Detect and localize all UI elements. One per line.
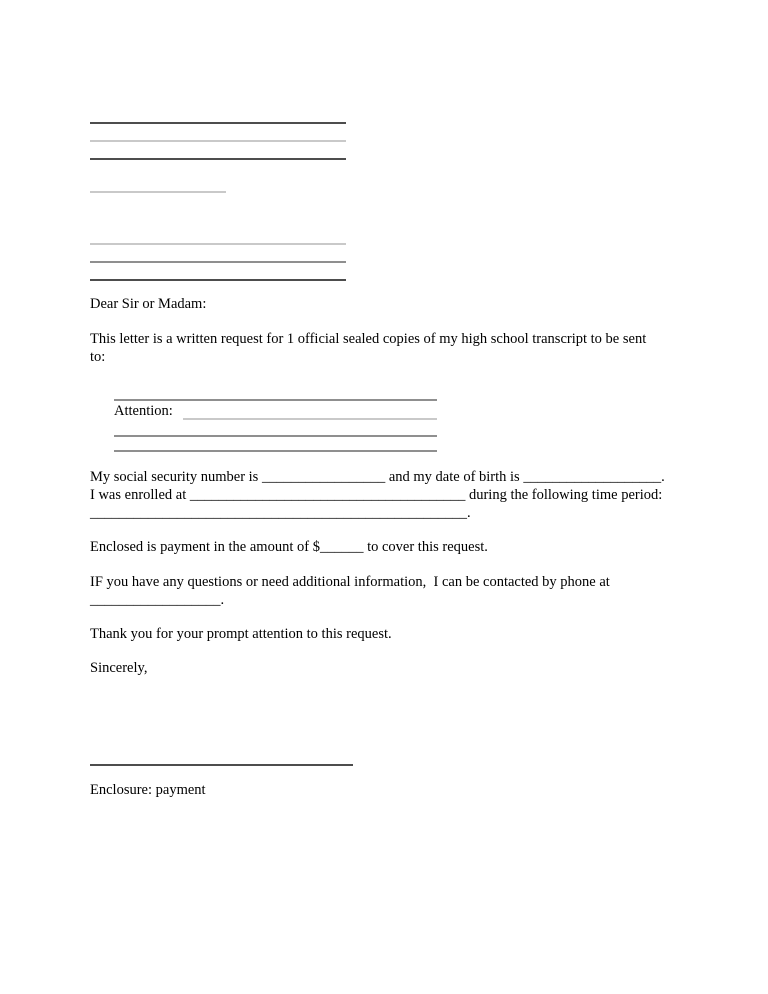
details-paragraph-line-2: I was enrolled at ______________________________________ during the following time period: xyxy=(90,487,663,503)
school-address-blank-line-1 xyxy=(114,435,437,437)
request-paragraph-line-2: to: xyxy=(90,349,106,365)
salutation: Dear Sir or Madam: xyxy=(90,296,207,312)
recipient-blank-line-1 xyxy=(90,243,346,245)
attention-blank-line xyxy=(183,418,437,420)
closing-paragraph: Thank you for your prompt attention to this request. xyxy=(90,626,392,642)
sender-name-blank-line xyxy=(90,122,346,124)
school-name-blank-line xyxy=(114,399,437,401)
date-blank-line xyxy=(90,191,226,193)
recipient-blank-line-3 xyxy=(90,279,346,281)
sender-address-blank-line-2 xyxy=(90,158,346,160)
request-paragraph-line-1: This letter is a written request for 1 official sealed copies of my high school transcript to be sent xyxy=(90,331,647,347)
details-paragraph-line-3: ____________________________________________________. xyxy=(90,505,471,521)
enclosure-note: Enclosure: payment xyxy=(90,782,206,798)
sender-address-blank-line-1 xyxy=(90,140,346,142)
payment-paragraph: Enclosed is payment in the amount of $______ to cover this request. xyxy=(90,539,488,555)
contact-paragraph-line-2: __________________. xyxy=(90,592,225,608)
signoff: Sincerely, xyxy=(90,660,148,676)
contact-paragraph-line-1: IF you have any questions or need additional information, I can be contacted by phone at xyxy=(90,574,610,590)
signature-blank-line xyxy=(90,764,353,766)
recipient-blank-line-2 xyxy=(90,261,346,263)
attention-label: Attention: xyxy=(114,403,173,419)
details-paragraph-line-1: My social security number is _________________ and my date of birth is ___________________. xyxy=(90,469,665,485)
school-address-blank-line-2 xyxy=(114,450,437,452)
